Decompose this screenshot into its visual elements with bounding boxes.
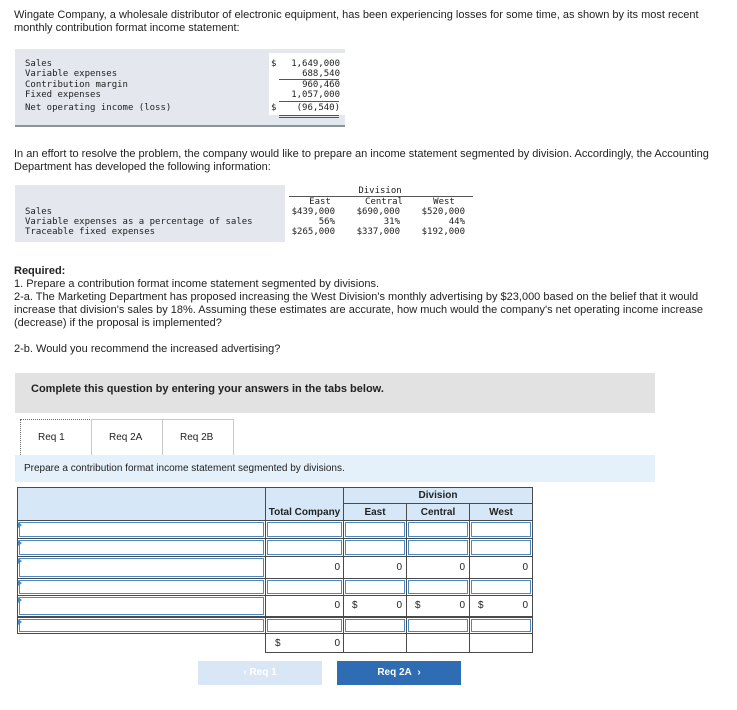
chevron-left-icon: ‹ bbox=[243, 667, 250, 678]
grid-line bbox=[343, 487, 344, 653]
east-value: 0 bbox=[396, 600, 402, 611]
central-value: 0 bbox=[459, 562, 465, 573]
required-item-1: 1. Prepare a contribution format income statement segmented by divisions. bbox=[14, 278, 380, 290]
currency-symbol: $ bbox=[352, 600, 358, 611]
grid-line bbox=[17, 487, 533, 488]
east-input[interactable] bbox=[345, 619, 405, 632]
value: 31% bbox=[383, 217, 400, 227]
east-input[interactable] bbox=[345, 522, 405, 537]
division-header: Division bbox=[358, 186, 402, 196]
total-input[interactable] bbox=[267, 522, 342, 537]
col-west: West bbox=[489, 507, 513, 518]
required-heading: Required: bbox=[14, 265, 66, 277]
grid-line bbox=[406, 503, 407, 653]
row-label-input[interactable] bbox=[19, 558, 264, 577]
intro-text: Wingate Company, a wholesale distributor of electronic equipment, has been experiencing losses for some time, as shown by its most recent monthly contribution format income statement: bbox=[14, 9, 699, 34]
instruction-text: Prepare a contribution format income statement segmented by divisions. bbox=[24, 463, 345, 474]
col-total-company: Total Company bbox=[268, 507, 341, 518]
dropdown-marker-icon bbox=[18, 522, 22, 528]
row-label-input[interactable] bbox=[19, 597, 264, 615]
double-underline bbox=[279, 115, 339, 118]
value: $192,000 bbox=[421, 227, 465, 237]
east-input[interactable] bbox=[345, 580, 405, 594]
next-button[interactable] bbox=[337, 661, 461, 685]
total-value: 0 bbox=[334, 600, 340, 611]
currency-symbol: $ bbox=[415, 600, 421, 611]
tab-req-2b[interactable]: Req 2B bbox=[162, 419, 234, 455]
west-input[interactable] bbox=[471, 619, 531, 632]
central-input[interactable] bbox=[408, 522, 468, 537]
row-label-input[interactable] bbox=[19, 619, 264, 632]
col-east: East bbox=[364, 507, 386, 518]
grid-line bbox=[265, 652, 533, 653]
dropdown-marker-icon bbox=[18, 558, 22, 564]
west-value: 0 bbox=[522, 562, 528, 573]
west-input[interactable] bbox=[471, 580, 531, 594]
central-value: 0 bbox=[459, 600, 465, 611]
col-west: West bbox=[433, 197, 455, 207]
central-input[interactable] bbox=[408, 580, 468, 594]
dropdown-marker-icon bbox=[18, 540, 22, 546]
east-value: 0 bbox=[396, 562, 402, 573]
total-input[interactable] bbox=[267, 580, 342, 594]
row-label-input[interactable] bbox=[19, 522, 264, 537]
grid-line bbox=[17, 633, 533, 634]
grid-line bbox=[469, 503, 470, 653]
grid-line bbox=[265, 487, 266, 653]
col-central: Central bbox=[365, 197, 403, 207]
value: $520,000 bbox=[421, 207, 465, 217]
complete-banner-text: Complete this question by entering your answers in the tabs below. bbox=[31, 383, 384, 395]
row-traceable-fixed-label: Traceable fixed expenses bbox=[25, 227, 156, 237]
grid-line bbox=[17, 538, 533, 539]
row-sales-label: Sales bbox=[25, 207, 53, 217]
income-statement-box bbox=[15, 49, 345, 127]
is-row-net-operating-income: Net operating income (loss) $ (96,540) bbox=[25, 103, 340, 113]
required-item-2b: 2-b. Would you recommend the increased advertising? bbox=[14, 343, 281, 355]
division-info-box bbox=[15, 185, 477, 242]
west-input[interactable] bbox=[471, 522, 531, 537]
total-input[interactable] bbox=[267, 619, 342, 632]
prev-button-label: Req 1 bbox=[249, 667, 277, 678]
east-input[interactable] bbox=[345, 540, 405, 555]
currency-symbol: $ bbox=[275, 638, 281, 649]
grid-line bbox=[17, 556, 533, 557]
row-variable-pct-label: Variable expenses as a percentage of sales bbox=[25, 217, 253, 227]
total-input[interactable] bbox=[267, 540, 342, 555]
grid-line bbox=[17, 616, 533, 618]
chevron-right-icon: › bbox=[411, 667, 421, 678]
west-value: 0 bbox=[522, 600, 528, 611]
col-east: East bbox=[309, 197, 331, 207]
is-row-fixed-expenses: Fixed expenses 1,057,000 bbox=[25, 90, 340, 100]
tab-req-2a[interactable]: Req 2A bbox=[91, 419, 163, 455]
central-input[interactable] bbox=[408, 540, 468, 555]
value: $690,000 bbox=[356, 207, 400, 217]
prev-button[interactable] bbox=[198, 661, 322, 685]
value: 44% bbox=[448, 217, 465, 227]
grid-line bbox=[17, 578, 533, 579]
grid-line bbox=[17, 520, 533, 521]
grid-line bbox=[17, 595, 533, 596]
central-input[interactable] bbox=[408, 619, 468, 632]
value: $439,000 bbox=[291, 207, 335, 217]
value: $265,000 bbox=[291, 227, 335, 237]
row-label-input[interactable] bbox=[19, 580, 264, 594]
complete-banner bbox=[15, 373, 655, 413]
value: 56% bbox=[318, 217, 335, 227]
is-row-contribution-margin: Contribution margin 960,460 bbox=[25, 80, 340, 90]
instruction-bar bbox=[15, 455, 655, 482]
currency-symbol: $ bbox=[478, 600, 484, 611]
value: $337,000 bbox=[356, 227, 400, 237]
tab-req-1[interactable]: Req 1 bbox=[20, 419, 92, 455]
west-input[interactable] bbox=[471, 540, 531, 555]
required-section bbox=[14, 265, 726, 356]
row-label-input[interactable] bbox=[19, 540, 264, 555]
grid-line bbox=[532, 487, 533, 653]
dropdown-marker-icon bbox=[18, 597, 22, 603]
next-button-label: Req 2A bbox=[377, 667, 412, 678]
paragraph-info: In an effort to resolve the problem, the company would like to prepare an income statement segmented by division. Accordingly, the Accounting Department has developed the following information: bbox=[14, 148, 709, 173]
is-row-sales: Sales $ 1,649,000 bbox=[25, 59, 340, 69]
grid-line bbox=[344, 503, 533, 504]
required-item-2a: 2-a. The Marketing Department has proposed increasing the West Division's monthly advertising by $23,000 based on the belief that it would increase that division's sales by 18%. Assuming these estimates are accurate, how much would the company's net operating income increase (decrease) if the proposal is implemented? bbox=[14, 291, 704, 329]
division-header: Division bbox=[418, 490, 458, 501]
is-row-variable-expenses: Variable expenses 688,540 bbox=[25, 69, 340, 79]
dropdown-marker-icon bbox=[18, 580, 22, 586]
col-central: Central bbox=[420, 507, 456, 518]
dropdown-marker-icon bbox=[18, 619, 22, 625]
total-net-income-value: 0 bbox=[334, 638, 340, 649]
total-contribution-value: 0 bbox=[334, 562, 340, 573]
underline bbox=[279, 101, 339, 102]
